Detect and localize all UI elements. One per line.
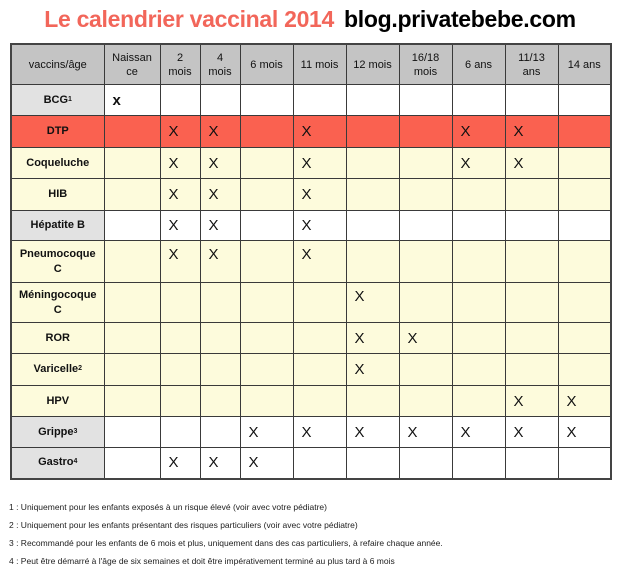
schedule-cell	[200, 386, 240, 417]
schedule-cell	[399, 354, 452, 386]
schedule-cell: X	[160, 116, 200, 148]
header-text: 11 mois	[300, 58, 339, 71]
schedule-cell	[160, 386, 200, 417]
vaccination-schedule-table	[10, 43, 612, 480]
schedule-cell	[399, 179, 452, 211]
schedule-cell	[399, 283, 452, 323]
schedule-cell	[452, 323, 505, 354]
schedule-cell	[240, 386, 293, 417]
table-row	[11, 386, 611, 417]
schedule-cell: X	[505, 417, 558, 448]
schedule-cell: X	[200, 179, 240, 211]
schedule-cell	[452, 448, 505, 479]
schedule-cell	[399, 241, 452, 283]
vaccine-name-text: Méningocoque	[18, 288, 97, 301]
schedule-cell: X	[505, 148, 558, 179]
vaccine-name-text: C	[53, 303, 62, 316]
schedule-cell	[104, 386, 160, 417]
schedule-cell	[104, 354, 160, 386]
schedule-cell	[505, 211, 558, 241]
table-row	[11, 241, 611, 283]
schedule-cell	[505, 85, 558, 116]
schedule-cell: X	[200, 448, 240, 479]
header-text: ce	[126, 65, 138, 78]
schedule-cell: X	[160, 148, 200, 179]
schedule-cell: X	[160, 211, 200, 241]
footnote-ref: 1	[68, 95, 72, 103]
schedule-cell	[452, 241, 505, 283]
schedule-cell	[558, 116, 611, 148]
schedule-cell: X	[293, 417, 346, 448]
schedule-cell: X	[346, 283, 399, 323]
schedule-cell	[200, 323, 240, 354]
schedule-cell: X	[200, 241, 240, 283]
column-header-age	[505, 44, 558, 85]
vaccine-name-text: ROR	[45, 331, 70, 344]
vaccine-name	[11, 283, 104, 323]
column-header-vaccine	[11, 44, 104, 85]
schedule-cell	[160, 85, 200, 116]
footnote-1: 1 : Uniquement pour les enfants exposés à un risque élevé (voir avec votre pédiatre)	[9, 502, 327, 512]
schedule-cell	[293, 323, 346, 354]
schedule-cell	[293, 354, 346, 386]
footnote-2: 2 : Uniquement pour les enfants présentant des risques particuliers (voir avec votre pédiatre)	[9, 520, 358, 530]
schedule-cell	[160, 417, 200, 448]
header-text: 2	[176, 51, 184, 64]
schedule-cell: X	[293, 211, 346, 241]
schedule-cell: x	[104, 85, 160, 116]
vaccine-name	[11, 323, 104, 354]
schedule-cell	[346, 448, 399, 479]
schedule-cell	[240, 116, 293, 148]
vaccine-name-text: Hépatite B	[30, 219, 85, 231]
schedule-cell	[452, 283, 505, 323]
schedule-cell	[505, 323, 558, 354]
schedule-cell	[452, 179, 505, 211]
schedule-cell	[293, 448, 346, 479]
schedule-cell	[240, 211, 293, 241]
schedule-cell	[104, 417, 160, 448]
column-header-age	[346, 44, 399, 85]
vaccine-name-text: C	[53, 262, 62, 275]
schedule-cell	[346, 116, 399, 148]
schedule-cell	[104, 241, 160, 283]
schedule-cell: X	[200, 148, 240, 179]
schedule-cell	[104, 211, 160, 241]
schedule-cell: X	[293, 179, 346, 211]
schedule-cell: X	[452, 417, 505, 448]
vaccine-name	[11, 241, 104, 283]
vaccine-name-text: Pneumocoque	[19, 247, 96, 260]
header-text: 14 ans	[567, 58, 601, 71]
header-text: 16/18	[411, 51, 440, 64]
schedule-cell	[399, 85, 452, 116]
schedule-cell	[452, 354, 505, 386]
column-header-age	[399, 44, 452, 85]
page-title	[0, 6, 620, 33]
schedule-cell	[558, 211, 611, 241]
schedule-cell: X	[558, 386, 611, 417]
header-text: mois	[413, 65, 438, 78]
schedule-cell	[200, 283, 240, 323]
vaccine-name-text: HPV	[46, 394, 70, 407]
schedule-cell	[558, 354, 611, 386]
header-text: vaccins/âge	[28, 58, 87, 71]
title-site: blog.privatebebe.com	[344, 6, 576, 32]
schedule-cell: X	[293, 241, 346, 283]
schedule-cell	[104, 323, 160, 354]
schedule-cell: X	[558, 417, 611, 448]
column-header-age	[558, 44, 611, 85]
table-row	[11, 323, 611, 354]
schedule-cell: X	[346, 354, 399, 386]
schedule-cell	[558, 179, 611, 211]
vaccine-name	[11, 211, 104, 241]
table-row	[11, 116, 611, 148]
column-header-age	[200, 44, 240, 85]
schedule-cell	[346, 179, 399, 211]
schedule-cell	[346, 211, 399, 241]
schedule-cell	[240, 241, 293, 283]
vaccine-name	[11, 85, 104, 116]
vaccine-name	[11, 386, 104, 417]
schedule-cell	[200, 85, 240, 116]
schedule-cell: X	[160, 179, 200, 211]
header-text: 12 mois	[353, 58, 392, 71]
schedule-cell: X	[293, 116, 346, 148]
schedule-cell: X	[346, 417, 399, 448]
vaccine-name	[11, 354, 104, 386]
footnote-ref: 4	[73, 458, 78, 466]
header-text: mois	[208, 65, 232, 78]
schedule-cell	[104, 148, 160, 179]
schedule-cell	[240, 148, 293, 179]
footnote-4: 4 : Peut être démarré à l'âge de six semaines et doit être impérativement terminé au plus tard à 6 mois	[9, 556, 395, 566]
column-header-age	[104, 44, 160, 85]
schedule-cell	[346, 241, 399, 283]
table-row	[11, 354, 611, 386]
schedule-cell: X	[452, 116, 505, 148]
schedule-cell	[452, 386, 505, 417]
schedule-cell	[452, 211, 505, 241]
schedule-cell	[399, 148, 452, 179]
schedule-cell	[160, 354, 200, 386]
schedule-cell	[505, 283, 558, 323]
schedule-cell: X	[293, 148, 346, 179]
vaccine-name	[11, 116, 104, 148]
header-text: 6 mois	[250, 58, 283, 71]
schedule-cell	[293, 386, 346, 417]
schedule-cell	[558, 283, 611, 323]
schedule-cell: X	[505, 116, 558, 148]
vaccine-name-text: DTP	[46, 125, 69, 137]
schedule-cell	[200, 417, 240, 448]
vaccine-name-text: Coqueluche	[26, 156, 90, 169]
schedule-cell	[452, 85, 505, 116]
schedule-cell	[558, 448, 611, 479]
schedule-cell	[240, 323, 293, 354]
column-header-age	[293, 44, 346, 85]
footnotes	[9, 498, 443, 570]
schedule-cell: X	[399, 323, 452, 354]
schedule-cell	[558, 241, 611, 283]
header-text: ans	[522, 65, 541, 78]
schedule-cell: X	[346, 323, 399, 354]
column-header-age	[160, 44, 200, 85]
vaccine-name	[11, 448, 104, 479]
table-row	[11, 179, 611, 211]
schedule-cell	[505, 179, 558, 211]
header-text: 6 ans	[465, 58, 492, 71]
schedule-cell	[505, 241, 558, 283]
vaccine-name	[11, 148, 104, 179]
schedule-cell	[399, 211, 452, 241]
schedule-cell	[558, 85, 611, 116]
header-text: 11/13	[518, 51, 545, 64]
schedule-cell	[399, 448, 452, 479]
schedule-cell	[399, 116, 452, 148]
schedule-cell: X	[240, 417, 293, 448]
header-text: 4	[216, 51, 224, 64]
schedule-cell: X	[160, 448, 200, 479]
schedule-cell: X	[240, 448, 293, 479]
vaccine-name	[11, 417, 104, 448]
schedule-cell	[240, 283, 293, 323]
schedule-cell	[505, 448, 558, 479]
vaccine-name	[11, 179, 104, 211]
table-row	[11, 283, 611, 323]
schedule-cell	[104, 283, 160, 323]
column-header-age	[240, 44, 293, 85]
schedule-cell	[346, 148, 399, 179]
schedule-cell	[104, 116, 160, 148]
schedule-cell: X	[200, 116, 240, 148]
schedule-cell	[160, 323, 200, 354]
table-row	[11, 85, 611, 116]
vaccine-name-text: BCG	[43, 93, 69, 106]
schedule-cell	[399, 386, 452, 417]
header-row	[11, 44, 611, 85]
title-main: Le calendrier vaccinal 2014	[44, 6, 335, 32]
schedule-cell: X	[200, 211, 240, 241]
schedule-cell: X	[399, 417, 452, 448]
schedule-cell	[200, 354, 240, 386]
schedule-cell	[240, 354, 293, 386]
table-row	[11, 417, 611, 448]
table-row	[11, 148, 611, 179]
schedule-cell	[505, 354, 558, 386]
vaccine-name-text: Gastro	[38, 456, 74, 469]
schedule-cell	[558, 148, 611, 179]
vaccine-name-text: Varicelle	[33, 363, 79, 375]
header-text: mois	[168, 65, 192, 78]
vaccine-name-text: Grippe	[38, 425, 74, 438]
vaccine-name-text: HIB	[48, 188, 68, 200]
schedule-cell: X	[452, 148, 505, 179]
schedule-cell	[104, 448, 160, 479]
schedule-cell: X	[160, 241, 200, 283]
schedule-cell	[293, 283, 346, 323]
table-row	[11, 448, 611, 479]
schedule-cell	[346, 386, 399, 417]
footnote-ref: 3	[73, 427, 78, 435]
schedule-cell	[293, 85, 346, 116]
header-text: Naissan	[112, 51, 152, 64]
column-header-age	[452, 44, 505, 85]
schedule-cell	[558, 323, 611, 354]
schedule-cell	[104, 179, 160, 211]
schedule-cell	[346, 85, 399, 116]
schedule-cell	[240, 179, 293, 211]
footnote-3: 3 : Recommandé pour les enfants de 6 mois et plus, uniquement dans des cas particuliers, à refaire chaque année.	[9, 538, 443, 548]
table-row	[11, 211, 611, 241]
schedule-cell	[160, 283, 200, 323]
schedule-cell	[240, 85, 293, 116]
schedule-cell: X	[505, 386, 558, 417]
footnote-ref: 2	[78, 365, 83, 372]
